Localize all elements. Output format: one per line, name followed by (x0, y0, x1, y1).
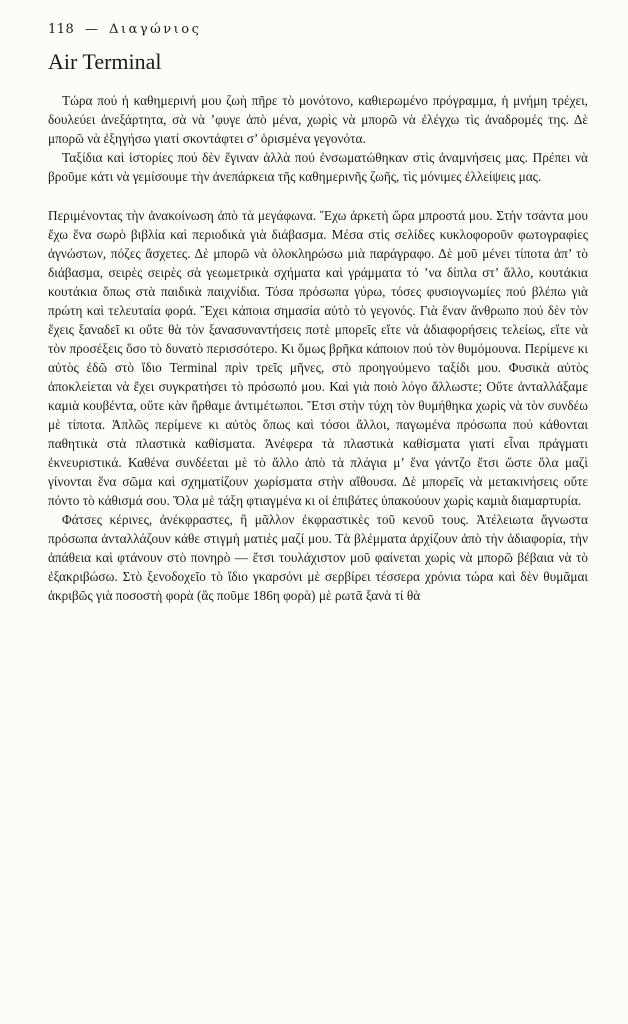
running-head (48, 22, 588, 37)
chapter-title: Air Terminal (48, 49, 162, 74)
paragraph-3: Περιμένοντας τὴν ἀνακοίνωση ἀπὸ τὰ μεγάφωνα. Ἔχω ἀρκετὴ ὥρα μπροστά μου. Στὴν τσάντα μου ἔχω ἕνα σωρὸ βιβλία καὶ περιοδικὰ γιὰ διάβασμα. Μέσα στὶς σελίδες κυκλοφοροῦν φωτογραφίες ἀγνώστων, πόζες ἄσχετες. Δὲ μπορῶ νὰ ὁλοκληρώσω μιὰ παράγραφο. Δὲ μοῦ μένει τίποτα ἀπ’ τὸ διάβασμα, σειρὲς σειρὲς σὰ γεωμετρικὰ σχήματα καὶ γράμματα τό ’να δίπλα στ’ ἄλλο, κουτάκια κουτάκια ὅπως στὰ παιδικὰ παιχνίδια. Τόσα πρόσωπα γύρω, τόσες φυσιογνωμίες πού βλέπω γιὰ πρώτη καὶ τελευταία φορά. Ἔχει κάποια σημασία αὐτὸ τὸ γεγονός. Γιὰ ἕναν ἄνθρωπο πού δὲν τὸν ἔχεις ξαναδεῖ κι οὔτε θὰ τὸν ξανασυναντήσεις ποτὲ μπορεῖς εἴτε νὰ ἀδιαφορήσεις τελείως, εἴτε νὰ τὸν προσέξεις ὅσο τὸ δυνατὸ περισσότερο. Κι ὅμως βρῆκα κάποιον πού τὸν θυμόμουνα. Περίμενε κι αὐτὸς ἐδῶ στὸ ἴδιο Terminal πρὶν τρεῖς μῆνες, στὸ προηγούμενο ταξίδι μου. Φυσικὰ αὐτὸς ἀποκλείεται νὰ ἔχει συγκρατήσει τὸ πρόσωπό μου. Καὶ γιὰ ποιὸ λόγο ἄλλωστε; Οὔτε ἀνταλλάξαμε καμιὰ κουβέντα, οὔτε κὰν ἤρθαμε ἀντιμέτωποι. Ἔτσι στὴν τύχη τὸν θυμήθηκα χωρὶς νὰ τὸν συνδέω μὲ τίποτα. Ἁπλῶς περίμενε κι αὐτὸς ὅπως καὶ τόσοι ἄλλοι, παγωμένα πρόσωπα πού κάθονται παθητικὰ στὰ πλαστικὰ καθίσματα. Ἀνέφερα τὰ πλαστικὰ καθίσματα γιατί εἶναι πράγματι ἐκνευριστικά. Καθένα συνδέεται μὲ τὸ ἄλλο ἀπὸ τὰ πλάγια μ’ ἕνα γάντζο ἔτσι ὥστε ὅλα μαζὶ γίνονται ἕνα σῶμα καὶ σχηματίζουν χωρίσματα στὴν αἴθουσα. Δὲ μπορεῖς νὰ μετακινήσεις οὔτε πόντο τὸ κάθισμά σου. Ὅλα μὲ τάξη φτιαγμένα κι οἱ ἐπιβάτες ὑπακούουν χωρὶς καμιὰ διαμαρτυρία. (48, 208, 588, 508)
header-separator: — (84, 22, 99, 37)
paragraph-2: Ταξίδια καὶ ἱστορίες πού δὲν ἔγιναν ἀλλὰ πού ἐνσωματώθηκαν στὶς ἀναμνήσεις μας. Πρέπει νὰ βροῦμε κάτι νὰ γεμίσουμε τὴν ἀνεπάρκεια τῆς καθημερινῆς ζωῆς, τὶς μόνιμες ἐλλείψεις μας. (48, 150, 588, 184)
page-number: 118 (48, 22, 75, 37)
paragraph-4: Φάτσες κέρινες, ἀνέκφραστες, ἢ μᾶλλον ἐκφραστικὲς τοῦ κενοῦ τους. Ἀτέλειωτα ἄγνωστα πρόσωπα ἀνταλλάζουν κάθε στιγμὴ ματιὲς μαζί μου. Τὰ βλέμματα ἀρχίζουν ἀπὸ τὴν ἀδιαφορία, τὴν ἀπάθεια καὶ φτάνουν στὸ πονηρὸ — ἔτσι τουλάχιστον μοῦ φαίνεται χωρὶς νὰ μπορῶ βέβαια νὰ τὸ ἐξακριβώσω. Στὸ ξενοδοχεῖο τὸ ἴδιο γκαρσόνι μὲ σερβίρει τέσσερα χρόνια τώρα καὶ δὲν θυμᾶμαι ἀκριβῶς γιὰ ποσοστὴ φορὰ (ἃς ποῦμε 186η φορὰ) μὲ ρωτᾶ ξανὰ τί θὰ (48, 512, 588, 603)
section-title: Διαγώνιος (109, 22, 202, 37)
paragraph-1: Τώρα πού ἡ καθημερινή μου ζωὴ πῆρε τὸ μονότονο, καθιερωμένο πρόγραμμα, ἡ μνήμη τρέχει, δουλεύει ἀνεξάρτητα, σὰ νὰ ’φυγε ἀπὸ μένα, χωρὶς νὰ μπορῶ νὰ ἐλέγχω τὶς ἀναδρομές της. Δὲ μπορῶ νὰ ἐξηγήσω γιατί σκοντάφτει σ’ ὁρισμένα γεγονότα. (48, 93, 588, 146)
